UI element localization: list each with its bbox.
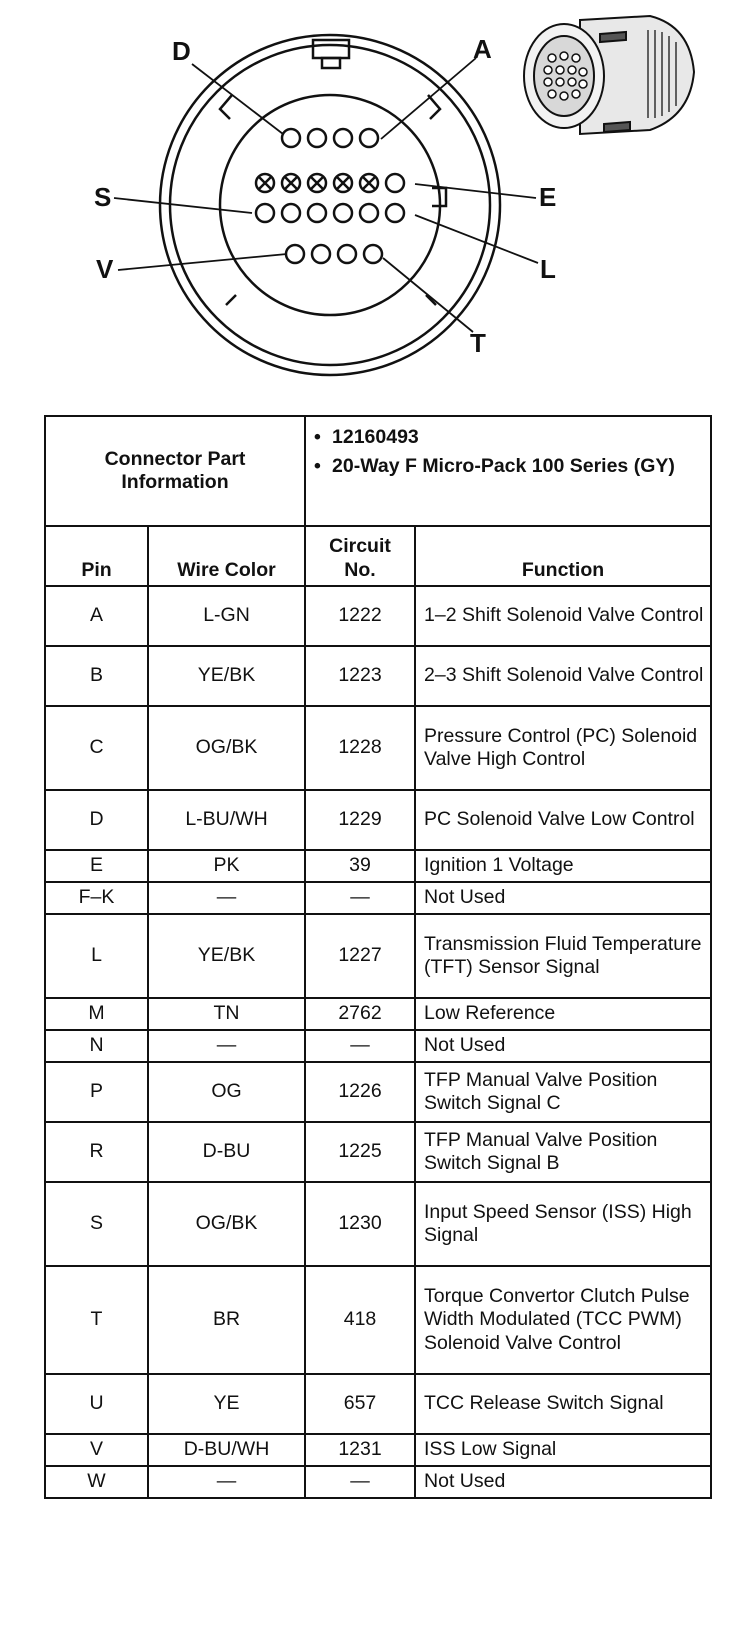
cell-function: Pressure Control (PC) Solenoid Valve High Control xyxy=(415,706,711,790)
cell-function: Transmission Fluid Temperature (TFT) Sensor Signal xyxy=(415,914,711,998)
callout-a: A xyxy=(473,34,492,64)
connector-info-details xyxy=(305,416,711,526)
callout-leaders xyxy=(114,58,538,332)
cell-wire-color: — xyxy=(148,1030,305,1062)
table-row xyxy=(45,1374,711,1434)
cell-circuit-no: — xyxy=(305,1030,415,1062)
cell-wire-color: — xyxy=(148,1466,305,1498)
table-row xyxy=(45,1182,711,1266)
table-row xyxy=(45,914,711,998)
cell-function: TCC Release Switch Signal xyxy=(415,1374,711,1434)
cell-circuit-no: — xyxy=(305,1466,415,1498)
pin-cavity xyxy=(282,204,300,222)
pin-cavity xyxy=(312,245,330,263)
cell-wire-color: YE/BK xyxy=(148,646,305,706)
cell-wire-color: — xyxy=(148,882,305,914)
callout-t: T xyxy=(470,328,486,358)
cell-pin: T xyxy=(45,1266,148,1374)
table-row xyxy=(45,1122,711,1182)
callout-v: V xyxy=(96,254,114,284)
connector-pin-cavities xyxy=(256,129,404,263)
pin-cavity xyxy=(256,204,274,222)
cell-wire-color: OG/BK xyxy=(148,706,305,790)
cell-circuit-no: 1223 xyxy=(305,646,415,706)
cell-pin: W xyxy=(45,1466,148,1498)
cell-circuit-no: 1222 xyxy=(305,586,415,646)
cell-circuit-no: 1229 xyxy=(305,790,415,850)
cell-circuit-no: 1228 xyxy=(305,706,415,790)
callout-s: S xyxy=(94,182,112,212)
cell-wire-color: L-GN xyxy=(148,586,305,646)
pin-cavity xyxy=(338,245,356,263)
cell-function: Not Used xyxy=(415,1030,711,1062)
pin-cavity xyxy=(308,129,326,147)
cell-wire-color: D-BU/WH xyxy=(148,1434,305,1466)
cell-wire-color: YE xyxy=(148,1374,305,1434)
cell-circuit-no: 657 xyxy=(305,1374,415,1434)
callout-l: L xyxy=(540,254,556,284)
table-row xyxy=(45,706,711,790)
pin-callout-labels xyxy=(94,34,556,358)
table-row xyxy=(45,1030,711,1062)
cell-pin: C xyxy=(45,706,148,790)
cell-function: Not Used xyxy=(415,1466,711,1498)
cell-function: TFP Manual Valve Position Switch Signal C xyxy=(415,1062,711,1122)
connector-face-diagram xyxy=(0,0,752,400)
cell-function: 1–2 Shift Solenoid Valve Control xyxy=(415,586,711,646)
table-row xyxy=(45,790,711,850)
blocked-cavity-mark xyxy=(311,177,323,189)
table-row xyxy=(45,646,711,706)
pin-cavity xyxy=(308,204,326,222)
pin-cavity xyxy=(386,204,404,222)
col-pin: Pin xyxy=(45,526,148,586)
connector-info-label: Connector Part Information xyxy=(45,416,305,526)
cell-function: Low Reference xyxy=(415,998,711,1030)
cell-wire-color: TN xyxy=(148,998,305,1030)
cell-function: Torque Convertor Clutch Pulse Width Modulated (TCC PWM) Solenoid Valve Control xyxy=(415,1266,711,1374)
col-wire-color: Wire Color xyxy=(148,526,305,586)
cell-circuit-no: 1225 xyxy=(305,1122,415,1182)
cell-pin: S xyxy=(45,1182,148,1266)
cell-wire-color: YE/BK xyxy=(148,914,305,998)
cell-pin: B xyxy=(45,646,148,706)
blocked-cavity-mark xyxy=(285,177,297,189)
cell-function: Ignition 1 Voltage xyxy=(415,850,711,882)
table-row xyxy=(45,882,711,914)
cell-function: PC Solenoid Valve Low Control xyxy=(415,790,711,850)
connector-part-number: • 12160493 xyxy=(332,426,704,449)
table-row xyxy=(45,998,711,1030)
cell-circuit-no: 1231 xyxy=(305,1434,415,1466)
cell-pin: P xyxy=(45,1062,148,1122)
table-row xyxy=(45,1266,711,1374)
cell-function: 2–3 Shift Solenoid Valve Control xyxy=(415,646,711,706)
cell-circuit-no: — xyxy=(305,882,415,914)
table-row xyxy=(45,586,711,646)
blocked-cavity-mark xyxy=(363,177,375,189)
cell-pin: V xyxy=(45,1434,148,1466)
cell-circuit-no: 1226 xyxy=(305,1062,415,1122)
callout-d: D xyxy=(172,36,191,66)
cell-wire-color: L-BU/WH xyxy=(148,790,305,850)
pin-cavity xyxy=(360,204,378,222)
pin-cavity xyxy=(360,129,378,147)
column-header-row xyxy=(45,526,711,586)
col-circuit-no: Circuit No. xyxy=(305,526,415,586)
cell-wire-color: OG xyxy=(148,1062,305,1122)
cell-pin: R xyxy=(45,1122,148,1182)
cell-pin: D xyxy=(45,790,148,850)
table-row xyxy=(45,1466,711,1498)
pin-cavity xyxy=(286,245,304,263)
cell-circuit-no: 2762 xyxy=(305,998,415,1030)
callout-e: E xyxy=(539,182,557,212)
pin-cavity xyxy=(334,204,352,222)
cell-function: Not Used xyxy=(415,882,711,914)
cell-circuit-no: 39 xyxy=(305,850,415,882)
connector-description: • 20-Way F Micro-Pack 100 Series (GY) xyxy=(332,455,704,478)
cell-pin: E xyxy=(45,850,148,882)
cell-wire-color: PK xyxy=(148,850,305,882)
connector-outline xyxy=(160,35,500,375)
cell-wire-color: D-BU xyxy=(148,1122,305,1182)
table-row xyxy=(45,1434,711,1466)
cell-pin: L xyxy=(45,914,148,998)
col-function: Function xyxy=(415,526,711,586)
blocked-cavity-mark xyxy=(259,177,271,189)
cell-pin: M xyxy=(45,998,148,1030)
pin-cavity xyxy=(282,129,300,147)
cell-function: ISS Low Signal xyxy=(415,1434,711,1466)
cell-wire-color: OG/BK xyxy=(148,1182,305,1266)
connector-3d-thumbnail xyxy=(524,16,694,134)
pin-cavity xyxy=(364,245,382,263)
cell-pin: U xyxy=(45,1374,148,1434)
pin-cavity xyxy=(386,174,404,192)
cell-wire-color: BR xyxy=(148,1266,305,1374)
table-row xyxy=(45,850,711,882)
connector-info-row xyxy=(45,416,711,526)
cell-pin: N xyxy=(45,1030,148,1062)
cell-circuit-no: 418 xyxy=(305,1266,415,1374)
table-row xyxy=(45,1062,711,1122)
blocked-cavity-mark xyxy=(337,177,349,189)
cell-circuit-no: 1227 xyxy=(305,914,415,998)
cell-pin: F–K xyxy=(45,882,148,914)
connector-pinout-table xyxy=(44,415,712,1499)
cell-function: TFP Manual Valve Position Switch Signal B xyxy=(415,1122,711,1182)
pin-cavity xyxy=(334,129,352,147)
cell-pin: A xyxy=(45,586,148,646)
cell-circuit-no: 1230 xyxy=(305,1182,415,1266)
cell-function: Input Speed Sensor (ISS) High Signal xyxy=(415,1182,711,1266)
